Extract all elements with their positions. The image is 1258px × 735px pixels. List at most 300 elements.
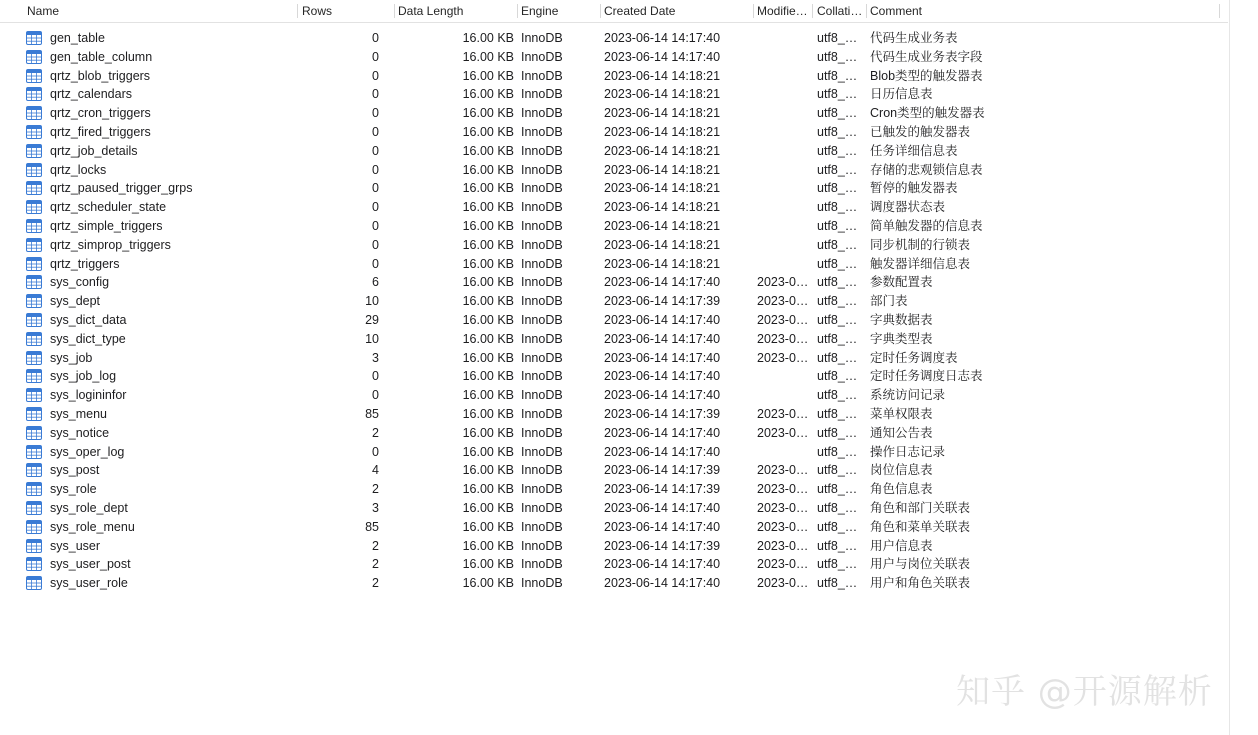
cell-engine: InnoDB	[521, 200, 563, 215]
cell-engine: InnoDB	[521, 576, 563, 591]
cell-created-date: 2023-06-14 14:17:40	[604, 369, 721, 384]
cell-engine: InnoDB	[521, 369, 563, 384]
cell-name: qrtz_job_details	[50, 143, 138, 158]
cell-rows: 0	[372, 218, 379, 233]
cell-rows: 0	[372, 237, 379, 252]
cell-collation: utf8_…	[817, 425, 858, 440]
cell-data-length: 16.00 KB	[462, 350, 514, 365]
cell-data-length: 16.00 KB	[462, 106, 514, 121]
cell-created-date: 2023-06-14 14:17:40	[604, 275, 721, 290]
column-header-modified[interactable]: Modifie…	[757, 4, 808, 18]
cell-name: qrtz_calendars	[50, 87, 132, 102]
cell-created-date: 2023-06-14 14:18:21	[604, 218, 721, 233]
column-divider[interactable]	[394, 4, 395, 18]
cell-comment: 代码生成业务表	[870, 31, 958, 45]
cell-modified: 2023-0…	[757, 500, 809, 515]
cell-created-date: 2023-06-14 14:17:40	[604, 500, 721, 515]
cell-comment: 系统访问记录	[870, 388, 946, 403]
column-header-comment[interactable]: Comment	[870, 4, 923, 18]
cell-engine: InnoDB	[521, 557, 563, 572]
cell-created-date: 2023-06-14 14:18:21	[604, 200, 721, 215]
cell-modified: 2023-0…	[757, 312, 809, 327]
cell-collation: utf8_…	[817, 500, 858, 515]
table-icon	[26, 482, 42, 496]
cell-engine: InnoDB	[521, 482, 563, 497]
table-icon	[26, 31, 42, 45]
cell-name: sys_role_dept	[50, 500, 128, 515]
cell-collation: utf8_…	[817, 406, 858, 421]
cell-comment: 任务详细信息表	[870, 143, 958, 158]
cell-name: qrtz_fired_triggers	[50, 124, 151, 139]
cell-collation: utf8_…	[817, 538, 858, 553]
table-row[interactable]	[0, 461, 1228, 480]
cell-data-length: 16.00 KB	[462, 482, 514, 497]
table-row[interactable]	[0, 518, 1228, 537]
table-icon	[26, 369, 42, 383]
cell-engine: InnoDB	[521, 106, 563, 121]
cell-collation: utf8_…	[817, 576, 858, 591]
table-icon	[26, 200, 42, 214]
cell-rows: 0	[372, 87, 379, 102]
cell-engine: InnoDB	[521, 237, 563, 252]
column-divider[interactable]	[600, 4, 601, 18]
cell-comment: 用户与岗位关联表	[870, 557, 971, 572]
table-icon	[26, 106, 42, 120]
table-row[interactable]	[0, 499, 1228, 518]
cell-created-date: 2023-06-14 14:17:39	[604, 538, 721, 553]
cell-engine: InnoDB	[521, 49, 563, 64]
cell-modified: 2023-0…	[757, 275, 809, 290]
cell-created-date: 2023-06-14 14:17:39	[604, 406, 721, 421]
cell-engine: InnoDB	[521, 519, 563, 534]
table-row[interactable]	[0, 311, 1228, 330]
cell-name: qrtz_scheduler_state	[50, 200, 167, 215]
cell-comment: 日历信息表	[870, 87, 933, 102]
cell-data-length: 16.00 KB	[462, 275, 514, 290]
cell-data-length: 16.00 KB	[462, 68, 514, 83]
cell-data-length: 16.00 KB	[462, 256, 514, 271]
cell-collation: utf8_…	[817, 331, 858, 346]
column-divider[interactable]	[812, 4, 813, 18]
table-icon	[26, 294, 42, 308]
cell-name: sys_role_menu	[50, 519, 135, 534]
cell-rows: 0	[372, 106, 379, 121]
cell-created-date: 2023-06-14 14:17:39	[604, 294, 721, 309]
cell-comment: 同步机制的行锁表	[870, 237, 971, 252]
table-icon	[26, 257, 42, 271]
cell-name: sys_user	[50, 538, 101, 553]
cell-created-date: 2023-06-14 14:18:21	[604, 256, 721, 271]
table-row[interactable]	[0, 236, 1228, 255]
table-icon	[26, 520, 42, 534]
cell-name: qrtz_locks	[50, 162, 107, 177]
cell-created-date: 2023-06-14 14:18:21	[604, 87, 721, 102]
table-row[interactable]	[0, 443, 1228, 462]
cell-comment: 角色和菜单关联表	[870, 519, 971, 534]
cell-collation: utf8_…	[817, 256, 858, 271]
table-row[interactable]	[0, 405, 1228, 424]
vertical-scrollbar[interactable]	[1229, 0, 1258, 735]
cell-name: qrtz_cron_triggers	[50, 106, 151, 121]
cell-engine: InnoDB	[521, 406, 563, 421]
table-row[interactable]	[0, 330, 1228, 349]
table-row[interactable]	[0, 424, 1228, 443]
cell-collation: utf8_…	[817, 312, 858, 327]
table-icon	[26, 69, 42, 83]
cell-created-date: 2023-06-14 14:17:40	[604, 557, 721, 572]
table-row[interactable]	[0, 161, 1228, 180]
cell-collation: utf8_…	[817, 49, 858, 64]
table-row[interactable]	[0, 537, 1228, 556]
cell-engine: InnoDB	[521, 444, 563, 459]
watermark: 知乎 @开源解析	[956, 672, 1213, 712]
cell-comment: 部门表	[870, 294, 908, 309]
cell-name: sys_dict_data	[50, 312, 127, 327]
table-icon	[26, 313, 42, 327]
cell-name: qrtz_simple_triggers	[50, 218, 163, 233]
cell-rows: 0	[372, 200, 379, 215]
cell-created-date: 2023-06-14 14:17:40	[604, 576, 721, 591]
cell-modified: 2023-0…	[757, 350, 809, 365]
cell-engine: InnoDB	[521, 256, 563, 271]
table-icon	[26, 332, 42, 346]
cell-name: sys_dept	[50, 294, 101, 309]
table-row[interactable]	[0, 349, 1228, 368]
column-divider[interactable]	[1219, 4, 1220, 18]
cell-comment: 存储的悲观锁信息表	[870, 162, 983, 177]
cell-name: sys_user_post	[50, 557, 131, 572]
cell-rows: 0	[372, 181, 379, 196]
table-icon	[26, 87, 42, 101]
cell-engine: InnoDB	[521, 388, 563, 403]
cell-created-date: 2023-06-14 14:17:40	[604, 444, 721, 459]
cell-engine: InnoDB	[521, 218, 563, 233]
cell-collation: utf8_…	[817, 557, 858, 572]
cell-engine: InnoDB	[521, 87, 563, 102]
cell-created-date: 2023-06-14 14:17:40	[604, 519, 721, 534]
column-header-created-date[interactable]: Created Date	[604, 4, 676, 18]
table-icon	[26, 501, 42, 515]
cell-data-length: 16.00 KB	[462, 406, 514, 421]
table-icon	[26, 539, 42, 553]
cell-name: sys_job_log	[50, 369, 117, 384]
cell-created-date: 2023-06-14 14:17:40	[604, 331, 721, 346]
cell-comment: 字典数据表	[870, 312, 933, 327]
cell-name: gen_table_column	[50, 49, 153, 64]
cell-collation: utf8_…	[817, 162, 858, 177]
cell-data-length: 16.00 KB	[462, 181, 514, 196]
table-row[interactable]	[0, 29, 1228, 48]
cell-rows: 6	[372, 275, 379, 290]
cell-created-date: 2023-06-14 14:17:40	[604, 425, 721, 440]
cell-data-length: 16.00 KB	[462, 218, 514, 233]
cell-created-date: 2023-06-14 14:17:39	[604, 482, 721, 497]
column-header-name[interactable]: Name	[27, 4, 60, 18]
cell-name: qrtz_blob_triggers	[50, 68, 151, 83]
cell-collation: utf8_…	[817, 294, 858, 309]
column-header-rows[interactable]: Rows	[302, 4, 333, 18]
cell-modified: 2023-0…	[757, 406, 809, 421]
cell-data-length: 16.00 KB	[462, 519, 514, 534]
cell-rows: 0	[372, 143, 379, 158]
cell-engine: InnoDB	[521, 500, 563, 515]
cell-data-length: 16.00 KB	[462, 463, 514, 478]
cell-data-length: 16.00 KB	[462, 31, 514, 45]
cell-name: sys_menu	[50, 406, 107, 421]
cell-comment: 参数配置表	[870, 275, 933, 290]
cell-engine: InnoDB	[521, 162, 563, 177]
cell-name: gen_table	[50, 31, 105, 45]
cell-collation: utf8_…	[817, 200, 858, 215]
cell-modified: 2023-0…	[757, 576, 809, 591]
cell-rows: 0	[372, 68, 379, 83]
cell-engine: InnoDB	[521, 294, 563, 309]
table-row[interactable]	[0, 480, 1228, 499]
table-icon	[26, 445, 42, 459]
table-icon	[26, 181, 42, 195]
cell-rows: 0	[372, 444, 379, 459]
table-row[interactable]	[0, 273, 1228, 292]
cell-collation: utf8_…	[817, 237, 858, 252]
cell-created-date: 2023-06-14 14:18:21	[604, 143, 721, 158]
cell-engine: InnoDB	[521, 331, 563, 346]
cell-name: sys_config	[50, 275, 110, 290]
cell-collation: utf8_…	[817, 519, 858, 534]
table-row[interactable]	[0, 123, 1228, 142]
cell-created-date: 2023-06-14 14:17:39	[604, 463, 721, 478]
cell-collation: utf8_…	[817, 388, 858, 403]
cell-collation: utf8_…	[817, 463, 858, 478]
cell-comment: Blob类型的触发器表	[870, 68, 983, 83]
cell-collation: utf8_…	[817, 369, 858, 384]
cell-modified: 2023-0…	[757, 519, 809, 534]
cell-rows: 0	[372, 256, 379, 271]
table-icon	[26, 163, 42, 177]
cell-rows: 2	[372, 576, 379, 591]
cell-rows: 0	[372, 369, 379, 384]
cell-data-length: 16.00 KB	[462, 143, 514, 158]
cell-comment: 角色信息表	[870, 482, 933, 497]
cell-created-date: 2023-06-14 14:18:21	[604, 162, 721, 177]
cell-name: sys_job	[50, 350, 93, 365]
table-row[interactable]	[0, 67, 1228, 86]
table-row[interactable]	[0, 386, 1228, 405]
cell-rows: 10	[365, 331, 379, 346]
table-icon	[26, 463, 42, 477]
cell-collation: utf8_…	[817, 218, 858, 233]
cell-modified: 2023-0…	[757, 294, 809, 309]
cell-data-length: 16.00 KB	[462, 425, 514, 440]
cell-comment: 触发器详细信息表	[870, 256, 971, 271]
cell-data-length: 16.00 KB	[462, 444, 514, 459]
cell-collation: utf8_…	[817, 31, 858, 45]
cell-rows: 2	[372, 425, 379, 440]
cell-rows: 0	[372, 124, 379, 139]
table-row[interactable]	[0, 179, 1228, 198]
cell-engine: InnoDB	[521, 425, 563, 440]
cell-rows: 0	[372, 49, 379, 64]
column-divider[interactable]	[866, 4, 867, 18]
table-row[interactable]	[0, 48, 1228, 67]
cell-data-length: 16.00 KB	[462, 331, 514, 346]
cell-rows: 0	[372, 31, 379, 45]
cell-name: qrtz_simprop_triggers	[50, 237, 171, 252]
table-row[interactable]	[0, 255, 1228, 274]
cell-data-length: 16.00 KB	[462, 49, 514, 64]
cell-comment: 用户和角色关联表	[870, 576, 971, 591]
table-icon	[26, 576, 42, 590]
table-icon	[26, 557, 42, 571]
cell-engine: InnoDB	[521, 31, 563, 45]
cell-rows: 29	[365, 312, 379, 327]
cell-comment: 操作日志记录	[870, 444, 946, 459]
cell-comment: 暂停的触发器表	[870, 181, 958, 196]
cell-comment: 角色和部门关联表	[870, 500, 971, 515]
cell-created-date: 2023-06-14 14:17:40	[604, 31, 721, 45]
cell-comment: 字典类型表	[870, 331, 933, 346]
cell-engine: InnoDB	[521, 124, 563, 139]
cell-engine: InnoDB	[521, 275, 563, 290]
cell-modified: 2023-0…	[757, 482, 809, 497]
table-row[interactable]	[0, 555, 1228, 574]
cell-rows: 85	[365, 519, 379, 534]
cell-collation: utf8_…	[817, 143, 858, 158]
table-list	[0, 29, 1228, 593]
cell-collation: utf8_…	[817, 482, 858, 497]
table-icon	[26, 219, 42, 233]
cell-engine: InnoDB	[521, 463, 563, 478]
cell-created-date: 2023-06-14 14:17:40	[604, 49, 721, 64]
cell-data-length: 16.00 KB	[462, 294, 514, 309]
cell-collation: utf8_…	[817, 106, 858, 121]
cell-data-length: 16.00 KB	[462, 557, 514, 572]
table-icon	[26, 144, 42, 158]
cell-comment: 调度器状态表	[870, 200, 946, 215]
column-header	[0, 0, 1228, 23]
cell-created-date: 2023-06-14 14:18:21	[604, 181, 721, 196]
table-icon	[26, 388, 42, 402]
cell-rows: 2	[372, 482, 379, 497]
column-header-data-length[interactable]: Data Length	[398, 4, 464, 18]
cell-data-length: 16.00 KB	[462, 538, 514, 553]
cell-collation: utf8_…	[817, 124, 858, 139]
table-row[interactable]	[0, 367, 1228, 386]
cell-data-length: 16.00 KB	[462, 200, 514, 215]
cell-created-date: 2023-06-14 14:17:40	[604, 312, 721, 327]
cell-data-length: 16.00 KB	[462, 87, 514, 102]
cell-modified: 2023-0…	[757, 538, 809, 553]
cell-data-length: 16.00 KB	[462, 576, 514, 591]
table-icon	[26, 407, 42, 421]
cell-name: sys_oper_log	[50, 444, 125, 459]
cell-data-length: 16.00 KB	[462, 237, 514, 252]
cell-data-length: 16.00 KB	[462, 312, 514, 327]
cell-created-date: 2023-06-14 14:17:40	[604, 350, 721, 365]
cell-comment: Cron类型的触发器表	[870, 106, 985, 121]
cell-comment: 菜单权限表	[870, 406, 933, 421]
cell-modified: 2023-0…	[757, 463, 809, 478]
table-row[interactable]	[0, 85, 1228, 104]
cell-engine: InnoDB	[521, 312, 563, 327]
cell-data-length: 16.00 KB	[462, 124, 514, 139]
column-divider[interactable]	[753, 4, 754, 18]
cell-rows: 0	[372, 388, 379, 403]
cell-modified: 2023-0…	[757, 425, 809, 440]
cell-collation: utf8_…	[817, 350, 858, 365]
cell-created-date: 2023-06-14 14:18:21	[604, 124, 721, 139]
cell-data-length: 16.00 KB	[462, 162, 514, 177]
cell-name: sys_dict_type	[50, 331, 126, 346]
cell-name: sys_post	[50, 463, 100, 478]
cell-comment: 代码生成业务表字段	[870, 49, 983, 64]
table-icon	[26, 426, 42, 440]
cell-rows: 0	[372, 162, 379, 177]
table-row[interactable]	[0, 574, 1228, 593]
cell-collation: utf8_…	[817, 181, 858, 196]
table-icon	[26, 351, 42, 365]
cell-engine: InnoDB	[521, 181, 563, 196]
cell-comment: 通知公告表	[870, 425, 933, 440]
cell-comment: 定时任务调度表	[870, 350, 958, 365]
cell-name: qrtz_paused_trigger_grps	[50, 181, 193, 196]
cell-collation: utf8_…	[817, 87, 858, 102]
cell-engine: InnoDB	[521, 143, 563, 158]
cell-collation: utf8_…	[817, 275, 858, 290]
cell-name: sys_user_role	[50, 576, 128, 591]
table-icon	[26, 275, 42, 289]
table-row[interactable]	[0, 198, 1228, 217]
cell-rows: 4	[372, 463, 379, 478]
cell-rows: 10	[365, 294, 379, 309]
cell-engine: InnoDB	[521, 68, 563, 83]
cell-name: sys_notice	[50, 425, 110, 440]
cell-data-length: 16.00 KB	[462, 388, 514, 403]
cell-rows: 85	[365, 406, 379, 421]
cell-rows: 2	[372, 557, 379, 572]
cell-modified: 2023-0…	[757, 331, 809, 346]
cell-created-date: 2023-06-14 14:17:40	[604, 388, 721, 403]
table-row[interactable]	[0, 217, 1228, 236]
cell-comment: 用户信息表	[870, 538, 933, 553]
cell-rows: 2	[372, 538, 379, 553]
cell-data-length: 16.00 KB	[462, 500, 514, 515]
cell-comment: 已触发的触发器表	[870, 124, 971, 139]
cell-name: qrtz_triggers	[50, 256, 120, 271]
cell-name: sys_role	[50, 482, 97, 497]
cell-collation: utf8_…	[817, 68, 858, 83]
cell-created-date: 2023-06-14 14:18:21	[604, 106, 721, 121]
cell-engine: InnoDB	[521, 350, 563, 365]
table-icon	[26, 238, 42, 252]
column-divider[interactable]	[297, 4, 298, 18]
table-icon	[26, 125, 42, 139]
cell-comment: 岗位信息表	[870, 463, 933, 478]
cell-comment: 简单触发器的信息表	[870, 218, 983, 233]
column-header-collation[interactable]: Collati…	[817, 4, 863, 18]
table-row[interactable]	[0, 104, 1228, 123]
column-header-engine[interactable]: Engine	[521, 4, 559, 18]
cell-collation: utf8_…	[817, 444, 858, 459]
cell-created-date: 2023-06-14 14:18:21	[604, 68, 721, 83]
cell-created-date: 2023-06-14 14:18:21	[604, 237, 721, 252]
column-divider[interactable]	[517, 4, 518, 18]
table-icon	[26, 50, 42, 64]
table-row[interactable]	[0, 292, 1228, 311]
cell-rows: 3	[372, 350, 379, 365]
table-row[interactable]	[0, 142, 1228, 161]
cell-name: sys_logininfor	[50, 388, 127, 403]
cell-comment: 定时任务调度日志表	[870, 369, 983, 384]
